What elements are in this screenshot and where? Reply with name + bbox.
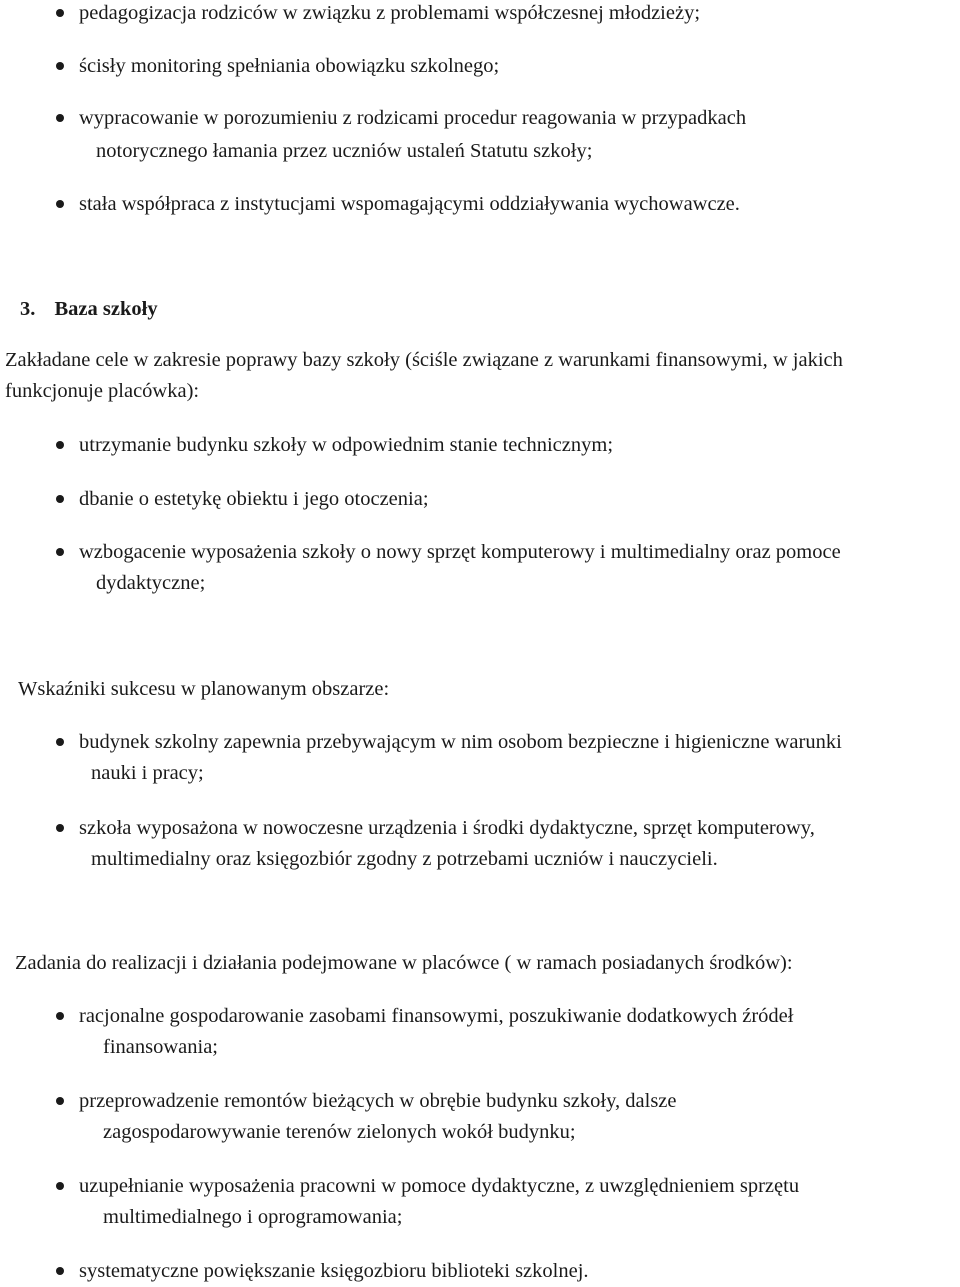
list-item-text: budynek szkolny zapewnia przebywającym w nim osobom bezpieczne i higieniczne warunki — [79, 731, 842, 753]
list-item-text-continued: notorycznego łamania przez uczniów ustaleń Statutu szkoły; — [96, 140, 593, 162]
list-item-text: ścisły monitoring spełniania obowiązku szkolnego; — [79, 55, 500, 77]
intro-line: funkcjonuje placówka): — [5, 380, 200, 402]
list-item-text: racjonalne gospodarowanie zasobami finansowymi, poszukiwanie dodatkowych źródeł — [79, 1005, 794, 1027]
list-item-text: stała współpraca z instytucjami wspomagającymi oddziaływania wychowawcze. — [79, 193, 740, 215]
bullet-icon — [56, 1267, 64, 1275]
list-item-text: dbanie o estetykę obiektu i jego otoczenia; — [79, 488, 429, 510]
section-heading — [20, 294, 158, 325]
bullet-icon — [56, 1097, 64, 1105]
list-item-text: wypracowanie w porozumieniu z rodzicami procedur reagowania w przypadkach — [79, 107, 747, 129]
section-intro — [5, 345, 843, 407]
bullet-icon — [56, 495, 64, 503]
bullet-icon — [56, 9, 64, 17]
bullet-icon — [56, 114, 64, 122]
bullet-icon — [56, 738, 64, 746]
indicators-label: Wskaźniki sukcesu w planowanym obszarze: — [18, 678, 390, 700]
bullet-icon — [56, 824, 64, 832]
bullet-icon — [56, 1182, 64, 1190]
list-item-text-continued: zagospodarowywanie terenów zielonych wokół budynku; — [103, 1121, 576, 1143]
bullet-icon — [56, 548, 64, 556]
list-item-text-continued: dydaktyczne; — [96, 572, 206, 594]
section-title: Baza szkoły — [54, 298, 158, 320]
list-item-text: utrzymanie budynku szkoły w odpowiednim stanie technicznym; — [79, 434, 614, 456]
list-item-text: szkoła wyposażona w nowoczesne urządzenia i środki dydaktyczne, sprzęt komputerowy, — [79, 817, 815, 839]
bullet-icon — [56, 441, 64, 449]
list-item-text: systematyczne powiększanie księgozbioru biblioteki szkolnej. — [79, 1260, 589, 1282]
list-item-text-continued: nauki i pracy; — [91, 762, 204, 784]
list-item-text: przeprowadzenie remontów bieżących w obrębie budynku szkoły, dalsze — [79, 1090, 677, 1112]
list-item-text: wzbogacenie wyposażenia szkoły o nowy sprzęt komputerowy i multimedialny oraz pomoce — [79, 541, 841, 563]
tasks-label: Zadania do realizacji i działania podejmowane w placówce ( w ramach posiadanych środków): — [15, 952, 793, 974]
bullet-icon — [56, 200, 64, 208]
list-item-text: uzupełnianie wyposażenia pracowni w pomoce dydaktyczne, z uwzględnieniem sprzętu — [79, 1175, 800, 1197]
list-item-text-continued: multimedialnego i oprogramowania; — [103, 1206, 403, 1228]
section-number: 3. — [20, 298, 36, 320]
bullet-icon — [56, 1012, 64, 1020]
list-item-text-continued: finansowania; — [103, 1036, 218, 1058]
bullet-icon — [56, 62, 64, 70]
list-item-text: pedagogizacja rodziców w związku z problemami współczesnej młodzieży; — [79, 2, 701, 24]
intro-line: Zakładane cele w zakresie poprawy bazy szkoły (ściśle związane z warunkami finansowymi, w jakich — [5, 349, 843, 371]
list-item-text-continued: multimedialny oraz księgozbiór zgodny z potrzebami uczniów i nauczycieli. — [91, 848, 718, 870]
